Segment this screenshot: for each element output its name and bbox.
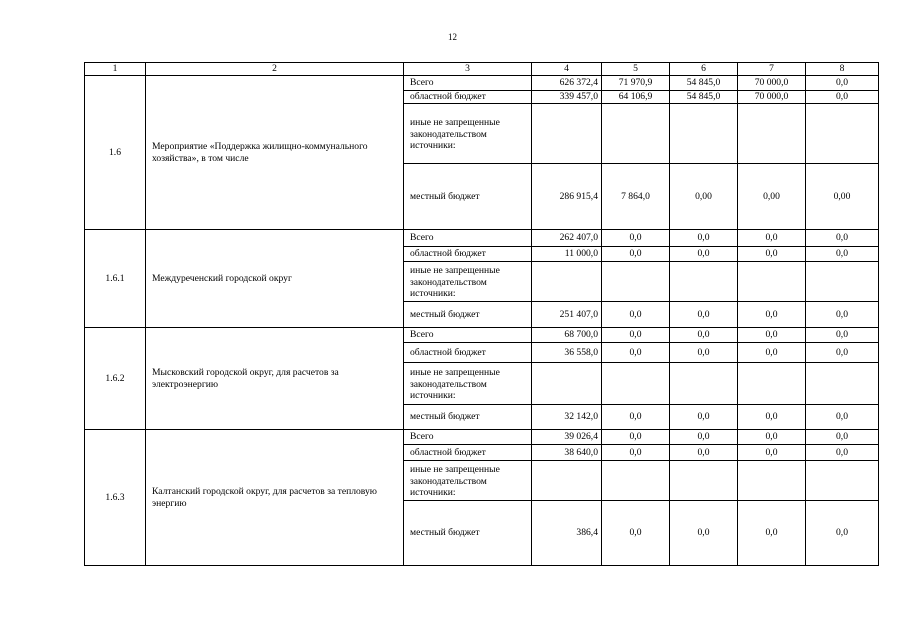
- header-row: [85, 63, 879, 76]
- empty-cell: [602, 262, 670, 302]
- value-cell: 39 026,4: [532, 430, 602, 445]
- budget-table: [84, 62, 879, 566]
- value-cell: 262 407,0: [532, 230, 602, 247]
- empty-cell: [670, 262, 738, 302]
- value-cell: 0,0: [738, 343, 806, 363]
- value-cell: 0,0: [738, 405, 806, 430]
- value-cell: 0,0: [670, 430, 738, 445]
- value-cell: 0,0: [670, 445, 738, 461]
- page-number: 12: [448, 32, 457, 42]
- funding-source-local: местный бюджет: [404, 164, 532, 230]
- header-cell: 6: [670, 63, 738, 76]
- value-cell: 64 106,9: [602, 91, 670, 104]
- value-cell: 0,0: [806, 405, 879, 430]
- item-number: 1.6.3: [85, 430, 146, 566]
- value-cell: 0,0: [602, 302, 670, 328]
- funding-source-regional: областной бюджет: [404, 343, 532, 363]
- value-cell: 38 640,0: [532, 445, 602, 461]
- value-cell: 0,0: [602, 343, 670, 363]
- value-cell: 0,0: [806, 230, 879, 247]
- value-cell: 0,0: [806, 302, 879, 328]
- value-cell: 70 000,0: [738, 91, 806, 104]
- item-name: Калтанский городской округ, для расчетов за тепловую энергию: [146, 430, 404, 566]
- value-cell: 0,0: [738, 247, 806, 262]
- value-cell: 68 700,0: [532, 328, 602, 343]
- item-name: Мероприятие «Поддержка жилищно-коммунального хозяйства», в том числе: [146, 76, 404, 230]
- empty-cell: [602, 363, 670, 405]
- value-cell: 0,0: [806, 445, 879, 461]
- funding-source-local: местный бюджет: [404, 501, 532, 566]
- value-cell: 0,0: [806, 91, 879, 104]
- value-cell: 0,0: [806, 430, 879, 445]
- value-cell: 0,0: [670, 405, 738, 430]
- value-cell: 71 970,9: [602, 76, 670, 91]
- empty-cell: [806, 363, 879, 405]
- value-cell: 0,0: [602, 430, 670, 445]
- value-cell: 0,0: [738, 328, 806, 343]
- value-cell: 0,0: [806, 76, 879, 91]
- value-cell: 0,0: [670, 247, 738, 262]
- value-cell: 0,00: [670, 164, 738, 230]
- table-row: [85, 76, 879, 91]
- funding-source-other: иные не запрещенные законодательством источники:: [404, 461, 532, 501]
- empty-cell: [670, 363, 738, 405]
- value-cell: 0,0: [738, 302, 806, 328]
- empty-cell: [806, 262, 879, 302]
- funding-source-other: иные не запрещенные законодательством источники:: [404, 104, 532, 164]
- empty-cell: [532, 104, 602, 164]
- funding-source-total: Всего: [404, 76, 532, 91]
- funding-source-other: иные не запрещенные законодательством источники:: [404, 363, 532, 405]
- header-cell: 3: [404, 63, 532, 76]
- table-row: [85, 328, 879, 343]
- empty-cell: [806, 104, 879, 164]
- item-number: 1.6: [85, 76, 146, 230]
- table-row: [85, 430, 879, 445]
- funding-source-total: Всего: [404, 328, 532, 343]
- header-cell: 4: [532, 63, 602, 76]
- value-cell: 0,0: [670, 328, 738, 343]
- value-cell: 0,0: [602, 501, 670, 566]
- value-cell: 626 372,4: [532, 76, 602, 91]
- value-cell: 386,4: [532, 501, 602, 566]
- value-cell: 0,0: [738, 445, 806, 461]
- empty-cell: [602, 104, 670, 164]
- header-cell: 7: [738, 63, 806, 76]
- value-cell: 54 845,0: [670, 91, 738, 104]
- value-cell: 0,0: [670, 230, 738, 247]
- header-cell: 8: [806, 63, 879, 76]
- value-cell: 251 407,0: [532, 302, 602, 328]
- item-number: 1.6.2: [85, 328, 146, 430]
- value-cell: 0,0: [602, 328, 670, 343]
- value-cell: 36 558,0: [532, 343, 602, 363]
- empty-cell: [738, 104, 806, 164]
- value-cell: 339 457,0: [532, 91, 602, 104]
- value-cell: 0,0: [806, 343, 879, 363]
- empty-cell: [738, 363, 806, 405]
- value-cell: 0,0: [738, 230, 806, 247]
- value-cell: 0,0: [806, 328, 879, 343]
- value-cell: 0,0: [806, 501, 879, 566]
- empty-cell: [670, 104, 738, 164]
- table-row: [85, 230, 879, 247]
- value-cell: 0,0: [738, 501, 806, 566]
- value-cell: 0,00: [806, 164, 879, 230]
- value-cell: 0,0: [602, 247, 670, 262]
- value-cell: 54 845,0: [670, 76, 738, 91]
- value-cell: 0,0: [670, 343, 738, 363]
- value-cell: 0,0: [602, 445, 670, 461]
- empty-cell: [670, 461, 738, 501]
- header-cell: 2: [146, 63, 404, 76]
- value-cell: 286 915,4: [532, 164, 602, 230]
- value-cell: 0,00: [738, 164, 806, 230]
- empty-cell: [532, 262, 602, 302]
- funding-source-regional: областной бюджет: [404, 91, 532, 104]
- empty-cell: [738, 461, 806, 501]
- value-cell: 0,0: [670, 501, 738, 566]
- header-cell: 5: [602, 63, 670, 76]
- empty-cell: [532, 363, 602, 405]
- value-cell: 32 142,0: [532, 405, 602, 430]
- item-name: Междуреченский городской округ: [146, 230, 404, 328]
- empty-cell: [738, 262, 806, 302]
- value-cell: 70 000,0: [738, 76, 806, 91]
- funding-source-local: местный бюджет: [404, 302, 532, 328]
- funding-source-other: иные не запрещенные законодательством источники:: [404, 262, 532, 302]
- funding-source-total: Всего: [404, 430, 532, 445]
- funding-source-regional: областной бюджет: [404, 247, 532, 262]
- value-cell: 0,0: [738, 430, 806, 445]
- funding-source-total: Всего: [404, 230, 532, 247]
- item-name: Мысковский городской округ, для расчетов за электроэнергию: [146, 328, 404, 430]
- value-cell: 0,0: [806, 247, 879, 262]
- value-cell: 0,0: [670, 302, 738, 328]
- empty-cell: [806, 461, 879, 501]
- empty-cell: [532, 461, 602, 501]
- value-cell: 11 000,0: [532, 247, 602, 262]
- item-number: 1.6.1: [85, 230, 146, 328]
- header-cell: 1: [85, 63, 146, 76]
- funding-source-local: местный бюджет: [404, 405, 532, 430]
- value-cell: 7 864,0: [602, 164, 670, 230]
- empty-cell: [602, 461, 670, 501]
- funding-source-regional: областной бюджет: [404, 445, 532, 461]
- value-cell: 0,0: [602, 230, 670, 247]
- value-cell: 0,0: [602, 405, 670, 430]
